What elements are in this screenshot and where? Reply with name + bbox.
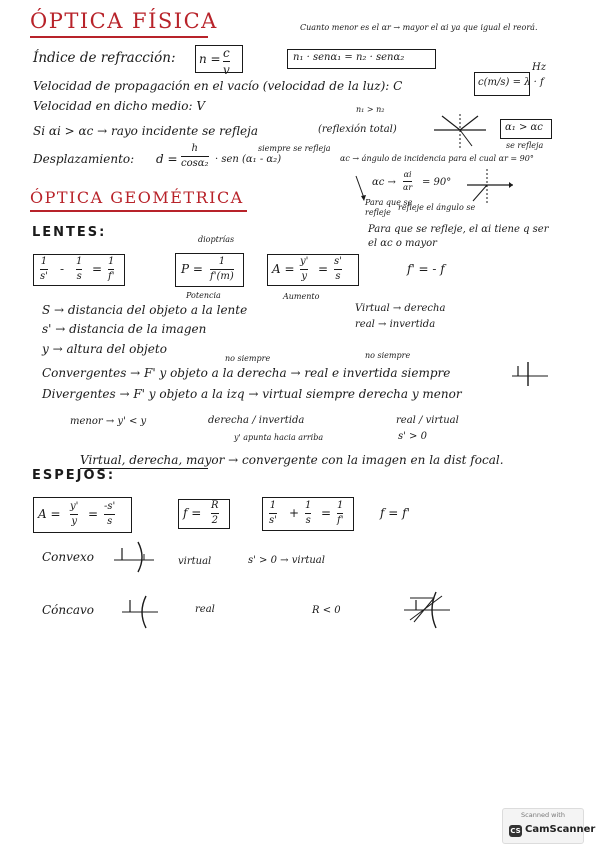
concavo-label: Cóncavo bbox=[42, 603, 95, 617]
title-underline bbox=[30, 210, 247, 212]
c-formula-box bbox=[474, 72, 544, 96]
f-relation: f' = - f bbox=[407, 262, 445, 276]
snell-law: n₁ · senα₁ = n₂ · senα₂ bbox=[293, 52, 405, 63]
convexo-condition: s' > 0 → virtual bbox=[248, 555, 325, 566]
derecha-invertida: derecha / invertida bbox=[208, 415, 305, 426]
concave-ray-diagram-icon bbox=[402, 590, 452, 630]
desplazamiento-label: Desplazamiento: bbox=[33, 152, 135, 166]
snell-box bbox=[287, 49, 436, 69]
se-refleja: se refleja bbox=[506, 141, 544, 150]
alpha-box: α₁ > αc bbox=[500, 119, 552, 139]
desplazamiento-fraction: h cosα₂ bbox=[181, 143, 209, 169]
espejos-f-relation: f = f' bbox=[380, 506, 410, 520]
converging-lens-icon bbox=[510, 360, 550, 388]
indice-fraction: c v bbox=[223, 46, 230, 77]
convexo-label: Convexo bbox=[42, 550, 95, 564]
siempre-note: siempre se refleja bbox=[258, 144, 331, 153]
definition-s: S → distancia del objeto a la lente bbox=[42, 303, 248, 317]
camscanner-logo-icon: CS bbox=[510, 827, 521, 835]
badge-name: CamScanner bbox=[525, 824, 596, 835]
divergentes-text: Divergentes → F' y objeto a la izq → virtual siempre derecha y menor bbox=[42, 387, 462, 401]
concavo-r: R < 0 bbox=[312, 605, 341, 616]
indice-box: n = c v bbox=[195, 45, 243, 73]
espejos-title: ESPEJOS: bbox=[32, 468, 116, 483]
convexo-virtual: virtual bbox=[178, 556, 212, 567]
definition-y: y → altura del objeto bbox=[42, 342, 167, 356]
espejos-focal-box: f = R 2 bbox=[178, 499, 230, 529]
convex-mirror-icon bbox=[112, 540, 156, 574]
concavo-real: real bbox=[195, 604, 215, 615]
real-virtual: real / virtual bbox=[396, 415, 459, 426]
c-formula: c(m/s) = λ · f bbox=[478, 77, 544, 88]
section-title-optica-geometrica: ÓPTICA GEOMÉTRICA bbox=[30, 188, 244, 207]
velocidad-vacio: Velocidad de propagación en el vacío (velocidad de la luz): C bbox=[33, 79, 403, 93]
title-underline bbox=[30, 36, 208, 38]
espejos-aumento-box: A = y' y = -s' s bbox=[33, 497, 132, 533]
reflection-diagram-icon bbox=[432, 112, 488, 150]
potencia-box: P = 1 f'(m) bbox=[175, 253, 244, 287]
virtual-mayor-note: Virtual, derecha, mayor → convergente con la imagen en la dist focal. bbox=[80, 453, 504, 467]
aumento-box: A = y' y = s' s bbox=[267, 254, 359, 286]
definition-s-prime: s' → distancia de la imagen bbox=[42, 322, 207, 336]
virtual-derecha: Virtual → derecha bbox=[355, 303, 446, 314]
side-note: Cuanto menor es el αr → mayor el αi ya que igual el reorá. bbox=[300, 23, 538, 32]
velocidad-medio: Velocidad en dicho medio: V bbox=[33, 99, 206, 113]
reflexion-total: (reflexión total) bbox=[318, 124, 397, 135]
concave-mirror-icon bbox=[120, 594, 160, 630]
convergentes-text: Convergentes → F' y objeto a la derecha → real e invertida siempre bbox=[42, 366, 451, 380]
lens-equation-box: 1 s' - 1 s = 1 f' bbox=[33, 254, 125, 286]
dioptrias-label: dioptrías bbox=[198, 235, 235, 244]
menor-text: menor → y' < y bbox=[70, 416, 147, 427]
c-unit: Hz bbox=[532, 62, 546, 73]
refleje-note-1: Para que se refleje, el αi tiene q ser bbox=[368, 224, 549, 235]
critico-fraction: αi αr bbox=[403, 170, 413, 192]
camscanner-badge bbox=[502, 808, 596, 844]
critical-angle-diagram-icon bbox=[465, 167, 515, 207]
real-invertida: real → invertida bbox=[355, 319, 436, 330]
notes-page: ÓPTICA FÍSICA Cuanto menor es el αr → mayor el αi ya que igual el reorá. Índice de refracción: n = c v n₁ · senα₁ = n₂ · senα₂ Velocidad de propagación en el vacío (velocidad de la luz): C c(m/s) = λ · f Hz Velocidad en dicho medio: V n₁ > n₂ Si αi > αc → rayo incidente se refleja (reflexión total) siempre se refleja α₁ > αc se refleja Desplazamiento: d = h cosα₂ · sen (α₁ - α₂) αc → ángulo de incidencia para el cual αr = 90° αc → αi αr = 90° Para que se refleje el ángulo se refleje Para que se refleje, el αi tiene q ser el αc o mayor ÓPTICA GEOMÉTRICA LENTES: 1 s' - 1 s = 1 f' dioptrías P = 1 f'(m) Potencia A = y' y = s' s Aumento f' = - f S → distancia del objeto a la lente s' → distancia de la imagen y → altura del objeto Virtual → derecha real → invertida no siempre no siempre Convergentes → F' y objeto a la derecha → real e invertida siempre Divergentes → F' y objeto a la izq → virtual siempre derecha y menor menor → y' < y derecha / invertida y' apunta hacia arriba real / virtual s' > 0 Virtual, derecha, mayor → convergente con la imagen en la dist focal. ESPEJOS: A = y' y = -s' s f = R 2 1 s' + 1 s = 1 f' f = f' Convexo virtual s' > 0 → virtual Cóncavo real R < 0 Scanned with CS CamScanner bbox=[0, 0, 599, 848]
badge-caption: Scanned with bbox=[521, 811, 565, 819]
section-title-optica-fisica: ÓPTICA FÍSICA bbox=[30, 9, 218, 33]
si-text: Si αi > αc → rayo incidente se refleja bbox=[33, 124, 258, 138]
critico-text: αc → ángulo de incidencia para el cual αr = 90° bbox=[340, 154, 534, 163]
n1n2-note: n₁ > n₂ bbox=[356, 105, 385, 114]
indice-label: Índice de refracción: bbox=[33, 50, 176, 66]
s-positive: s' > 0 bbox=[398, 431, 427, 442]
y-apunta: y' apunta hacia arriba bbox=[234, 433, 324, 442]
lentes-title: LENTES: bbox=[32, 225, 107, 240]
aumento-label: Aumento bbox=[283, 292, 320, 301]
espejos-equation-box: 1 s' + 1 s = 1 f' bbox=[262, 497, 354, 531]
potencia-label: Potencia bbox=[186, 291, 221, 300]
refleje-note-2: el αc o mayor bbox=[368, 238, 437, 249]
